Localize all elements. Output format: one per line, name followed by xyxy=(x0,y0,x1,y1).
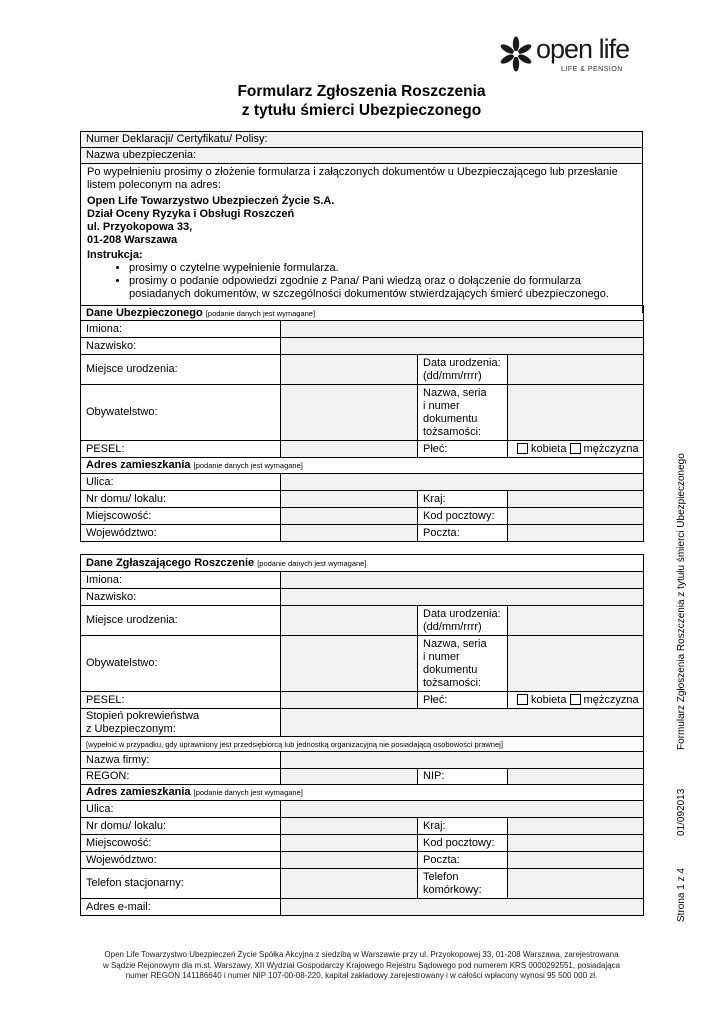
claimant-voivodeship-input[interactable] xyxy=(281,852,418,869)
male-checkbox[interactable] xyxy=(570,443,581,454)
insured-last-name-input[interactable] xyxy=(281,338,644,355)
policy-number-field[interactable]: Numer Deklaracji/ Certyfikatu/ Polisy: xyxy=(81,132,643,148)
claimant-country-label: Kraj: xyxy=(418,818,508,835)
claimant-table xyxy=(80,554,644,916)
mobile-label: Telefon komórkowy: xyxy=(418,869,508,899)
email-input[interactable] xyxy=(281,899,644,916)
claimant-first-name-label: Imiona: xyxy=(81,572,281,589)
claimant-relation-label: Stopień pokrewieństwa z Ubezpieczonym: xyxy=(81,709,281,737)
claimant-street-label: Ulica: xyxy=(81,801,281,818)
claimant-postcode-label: Kod pocztowy: xyxy=(418,835,508,852)
insured-birth-place-input[interactable] xyxy=(281,355,418,385)
claimant-first-name-input[interactable] xyxy=(281,572,644,589)
side-page-number: Strona 1 z 4 xyxy=(676,868,687,922)
instructions-list xyxy=(87,262,636,301)
insured-pesel-label: PESEL: xyxy=(81,441,281,458)
insured-pesel-input[interactable] xyxy=(281,441,418,458)
address-line: Dział Oceny Ryzyka i Obsługi Roszczeń xyxy=(87,208,295,220)
insured-birth-place-label: Miejsce urodzenia: xyxy=(81,355,281,385)
company-name-label: Nazwa firmy: xyxy=(81,752,281,769)
claimant-citizenship-input[interactable] xyxy=(281,636,418,692)
insured-house-input[interactable] xyxy=(281,491,418,508)
address-line: ul. Przyokopowa 33, xyxy=(87,221,193,233)
address-line: Open Life Towarzystwo Ubezpieczeń Życie S.A. xyxy=(87,195,335,207)
insured-house-label: Nr domu/ lokalu: xyxy=(81,491,281,508)
insured-id-doc-label: Nazwa, seria i numer dokumentu tożsamości: xyxy=(418,385,508,441)
insured-birth-date-label: Data urodzenia: (dd/mm/rrrr) xyxy=(418,355,508,385)
claimant-voivodeship-label: Województwo: xyxy=(81,852,281,869)
insurance-name-field[interactable]: Nazwa ubezpieczenia: xyxy=(81,148,643,164)
claimant-post-office-input[interactable] xyxy=(508,852,644,869)
phone-label: Telefon stacjonarny: xyxy=(81,869,281,899)
instructions-title: Instrukcja: xyxy=(87,249,143,261)
insured-street-label: Ulica: xyxy=(81,474,281,491)
claimant-sex-label: Płeć: xyxy=(418,692,508,709)
insured-address-header: Adres zamieszkania [podanie danych jest wymagane] xyxy=(81,458,644,474)
claimant-pesel-input[interactable] xyxy=(281,692,418,709)
insured-voivodeship-label: Województwo: xyxy=(81,525,281,542)
insured-citizenship-input[interactable] xyxy=(281,385,418,441)
claimant-post-office-label: Poczta: xyxy=(418,852,508,869)
regon-label: REGON: xyxy=(81,769,281,785)
company-note: [wypełnić w przypadku, gdy uprawniony jest przedsiębiorcą lub jednostką organizacyjną nie posiadającą osobowości prawnej] xyxy=(81,737,644,752)
insured-post-office-input[interactable] xyxy=(508,525,644,542)
insured-last-name-label: Nazwisko: xyxy=(81,338,281,355)
instruction-item: • prosimy o podanie odpowiedzi zgodnie z Pana/ Pani wiedzą oraz o dołączenie do formularza posiadanych dokumentów, w szczególności dokumentów stwierdzających śmierć ubezpieczonego. xyxy=(129,275,636,301)
insured-first-name-label: Imiona: xyxy=(81,321,281,338)
info-intro: Po wypełnieniu prosimy o złożenie formularza i załączonych dokumentów u Ubezpieczającego lub przesłanie listem poleconym na adres: xyxy=(87,166,618,191)
insured-city-input[interactable] xyxy=(281,508,418,525)
insured-sex-options: kobieta mężczyzna xyxy=(508,441,644,458)
phone-input[interactable] xyxy=(281,869,418,899)
claimant-id-doc-label: Nazwa, seria i numer dokumentu tożsamości: xyxy=(418,636,508,692)
policy-table xyxy=(80,131,643,164)
insured-country-input[interactable] xyxy=(508,491,644,508)
insured-post-office-label: Poczta: xyxy=(418,525,508,542)
claimant-last-name-input[interactable] xyxy=(281,589,644,606)
female-checkbox[interactable] xyxy=(517,694,528,705)
company-logo xyxy=(498,32,648,78)
claimant-country-input[interactable] xyxy=(508,818,644,835)
claimant-section-header: Dane Zgłaszającego Roszczenie [podanie danych jest wymagane] xyxy=(81,555,644,572)
instruction-item: • prosimy o czytelne wypełnienie formularza. xyxy=(129,262,636,275)
claimant-postcode-input[interactable] xyxy=(508,835,644,852)
company-name-input[interactable] xyxy=(281,752,644,769)
claimant-house-input[interactable] xyxy=(281,818,418,835)
claimant-sex-options: kobieta mężczyzna xyxy=(508,692,644,709)
footer: Open Life Towarzystwo Ubezpieczeń Życie Spółka Akcyjna z siedzibą w Warszawie przy ul. Przyokopowej 33, 01-208 Warszawa, zarejestrowana w Sądzie Rejonowym dla m.st. Warszawy, XII Wydział Gospodarczy Krajowego Rejestru Sądowego pod numerem KRS 0000292551, posiadająca numer REGON 141186640 i numer NIP 107-00-08-220, kapitał zakładowy zarejestrowany i w całości wpłacony wynosi 95 500 000 zł. xyxy=(102,950,621,980)
claimant-citizenship-label: Obywatelstwo: xyxy=(81,636,281,692)
regon-input[interactable] xyxy=(281,769,418,785)
male-checkbox[interactable] xyxy=(570,694,581,705)
claimant-birth-date-label: Data urodzenia: (dd/mm/rrrr) xyxy=(418,606,508,636)
logo-subtitle: LIFE & PENSION xyxy=(561,66,623,73)
nip-label: NIP: xyxy=(418,769,508,785)
insured-section-header: Dane Ubezpieczonego [podanie danych jest wymagane] xyxy=(81,306,644,321)
side-form-title: Formularz Zgłoszenia Roszczenia z tytułu śmierci Ubezpieczonego xyxy=(676,453,687,750)
info-block xyxy=(80,163,643,313)
email-label: Adres e-mail: xyxy=(81,899,281,916)
mobile-input[interactable] xyxy=(508,869,644,899)
claimant-street-input[interactable] xyxy=(281,801,644,818)
insured-sex-label: Płeć: xyxy=(418,441,508,458)
nip-input[interactable] xyxy=(508,769,644,785)
insured-birth-date-input[interactable] xyxy=(508,355,644,385)
insured-table xyxy=(80,305,644,542)
insured-street-input[interactable] xyxy=(281,474,644,491)
page-title: Formularz Zgłoszenia Roszczenia z tytułu śmierci Ubezpieczonego xyxy=(237,83,486,119)
female-checkbox[interactable] xyxy=(517,443,528,454)
claimant-relation-input[interactable] xyxy=(281,709,644,737)
claimant-last-name-label: Nazwisko: xyxy=(81,589,281,606)
claimant-birth-date-input[interactable] xyxy=(508,606,644,636)
insured-voivodeship-input[interactable] xyxy=(281,525,418,542)
insured-first-name-input[interactable] xyxy=(281,321,644,338)
insured-postcode-label: Kod pocztowy: xyxy=(418,508,508,525)
insured-postcode-input[interactable] xyxy=(508,508,644,525)
logo-wordmark: open life xyxy=(536,34,630,64)
side-date: 01/092013 xyxy=(676,788,687,836)
insured-country-label: Kraj: xyxy=(418,491,508,508)
claimant-address-header: Adres zamieszkania [podanie danych jest wymagane] xyxy=(81,785,644,801)
claimant-city-input[interactable] xyxy=(281,835,418,852)
claimant-house-label: Nr domu/ lokalu: xyxy=(81,818,281,835)
claimant-birth-place-label: Miejsce urodzenia: xyxy=(81,606,281,636)
insured-city-label: Miejscowość: xyxy=(81,508,281,525)
claimant-birth-place-input[interactable] xyxy=(281,606,418,636)
insured-id-doc-input[interactable] xyxy=(508,385,644,441)
claimant-pesel-label: PESEL: xyxy=(81,692,281,709)
insured-citizenship-label: Obywatelstwo: xyxy=(81,385,281,441)
claimant-id-doc-input[interactable] xyxy=(508,636,644,692)
claimant-city-label: Miejscowość: xyxy=(81,835,281,852)
flower-logo-icon xyxy=(498,36,534,72)
address-line: 01-208 Warszawa xyxy=(87,234,178,246)
